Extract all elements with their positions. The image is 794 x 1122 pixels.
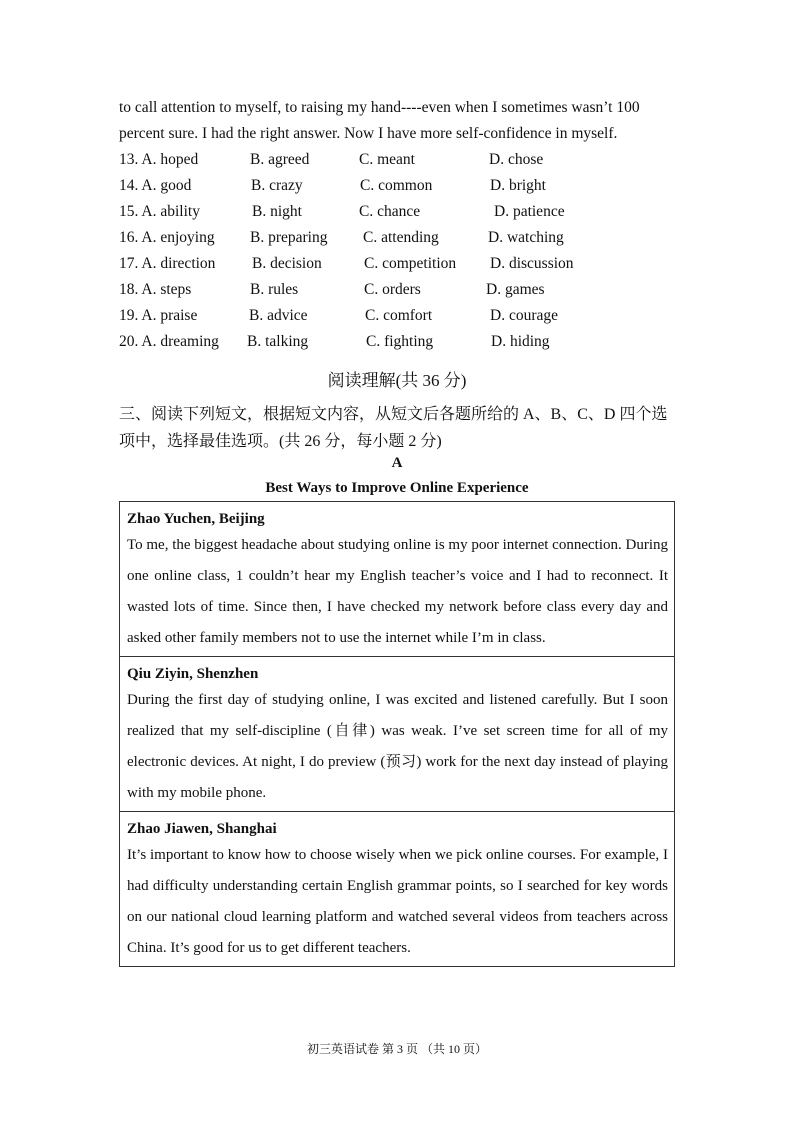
option-b: B. decision bbox=[252, 255, 322, 272]
question-20 bbox=[119, 333, 719, 355]
intro-line-1: to call attention to myself, to raising my hand----even when I sometimes wasn’t 100 bbox=[119, 99, 640, 116]
option-a: 13. A. hoped bbox=[119, 151, 199, 168]
option-c: C. chance bbox=[359, 203, 421, 220]
passage-title: Best Ways to Improve Online Experience bbox=[265, 480, 529, 496]
question-19 bbox=[119, 307, 719, 329]
instruction-line-1: 三、阅读下列短文，根据短文内容，从短文后各题所给的 A、B、C、D 四个选 bbox=[119, 406, 668, 423]
option-b: B. rules bbox=[250, 281, 299, 298]
entry-text: To me, the biggest headache about studying online is my poor internet connection. During one online class, 1 couldn’t hear my English teacher’s voice and I had to reconnect. It wasted lots of time. Since then, I have checked my network before class every day and asked other family members not to use the internet while I’m in class. bbox=[127, 537, 668, 646]
question-17 bbox=[119, 255, 719, 277]
option-b: B. night bbox=[252, 203, 302, 220]
passage-label: A bbox=[391, 455, 403, 471]
option-d: D. watching bbox=[488, 229, 564, 246]
question-16 bbox=[119, 229, 719, 251]
option-c: C. competition bbox=[364, 255, 457, 272]
option-c: C. meant bbox=[359, 151, 415, 168]
entry-zhao-jiawen bbox=[120, 811, 674, 966]
option-d: D. courage bbox=[490, 307, 558, 324]
option-b: B. advice bbox=[249, 307, 308, 324]
option-b: B. agreed bbox=[250, 151, 310, 168]
option-d: D. patience bbox=[494, 203, 565, 220]
entry-text: During the first day of studying online, I was excited and listened carefully. But I soon realized that my self-discipline (自律) was weak. I’ve set screen time for all of my electronic devices. At night, I do preview (预习) work for the next day instead of playing with my mobile phone. bbox=[127, 692, 668, 801]
option-c: C. common bbox=[360, 177, 433, 194]
option-a: 20. A. dreaming bbox=[119, 333, 219, 350]
option-a: 15. A. ability bbox=[119, 203, 200, 220]
option-d: D. hiding bbox=[491, 333, 550, 350]
question-15 bbox=[119, 203, 719, 225]
question-14 bbox=[119, 177, 719, 199]
section-title: 阅读理解(共 36 分) bbox=[327, 371, 467, 390]
entry-author: Zhao Jiawen, Shanghai bbox=[127, 821, 277, 837]
entry-text: It’s important to know how to choose wisely when we pick online courses. For example, I had difficulty understanding certain English grammar points, so I searched for key words on our national cloud learning platform and watched several videos from teachers across China. It’s good for us to get different teachers. bbox=[127, 847, 668, 956]
option-c: C. attending bbox=[363, 229, 439, 246]
intro-line-2: percent sure. I had the right answer. Now I have more self-confidence in myself. bbox=[119, 125, 618, 142]
option-b: B. talking bbox=[247, 333, 309, 350]
question-13 bbox=[119, 151, 719, 173]
option-c: C. comfort bbox=[365, 307, 433, 324]
option-c: C. fighting bbox=[366, 333, 434, 350]
entry-author: Zhao Yuchen, Beijing bbox=[127, 511, 265, 527]
option-a: 18. A. steps bbox=[119, 281, 192, 298]
entry-qiu-ziyin bbox=[120, 656, 674, 811]
option-c: C. orders bbox=[364, 281, 421, 298]
question-18 bbox=[119, 281, 719, 303]
option-d: D. discussion bbox=[490, 255, 574, 272]
option-b: B. crazy bbox=[251, 177, 303, 194]
instruction-line-2: 项中，选择最佳选项。(共 26 分，每小题 2 分) bbox=[119, 433, 442, 450]
option-d: D. chose bbox=[489, 151, 544, 168]
option-b: B. preparing bbox=[250, 229, 328, 246]
option-a: 19. A. praise bbox=[119, 307, 198, 324]
option-a: 14. A. good bbox=[119, 177, 192, 194]
page-footer: 初三英语试卷 第 3 页 （共 10 页） bbox=[306, 1042, 487, 1056]
option-d: D. bright bbox=[490, 177, 546, 194]
option-a: 16. A. enjoying bbox=[119, 229, 215, 246]
option-a: 17. A. direction bbox=[119, 255, 216, 272]
passage-table bbox=[119, 501, 675, 967]
option-d: D. games bbox=[486, 281, 545, 298]
entry-zhao-yuchen bbox=[120, 502, 674, 656]
entry-author: Qiu Ziyin, Shenzhen bbox=[127, 666, 259, 682]
